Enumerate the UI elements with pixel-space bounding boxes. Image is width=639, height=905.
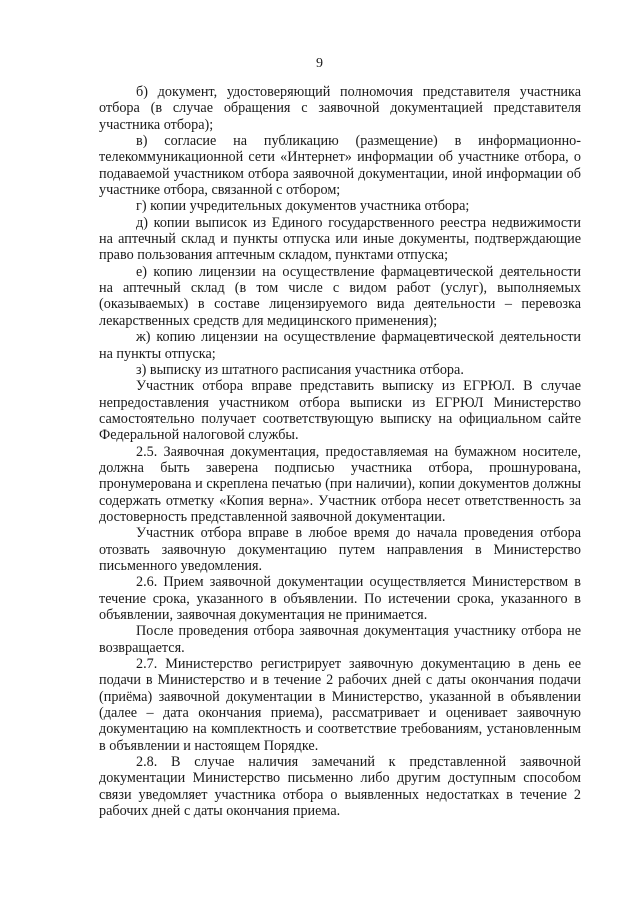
paragraph-z-staff-schedule: з) выписку из штатного расписания участника отбора. bbox=[136, 361, 464, 378]
paragraph-b-representative-document: б) документ, удостоверяющий полномочия представителя участника отбора (в случае обращения с заявочной документацией представителя участника отбора); bbox=[99, 84, 581, 133]
paragraph-not-returned: После проведения отбора заявочная документация участнику отбора не возвращается. bbox=[99, 623, 581, 656]
paragraph-2-7-registration: 2.7. Министерство регистрирует заявочную документацию в день ее подачи в Министерство и в течение 2 рабочих дней с даты окончания подачи (приёма) заявочной документации в Министерство, указанной в объявлении (далее – дата окончания приема), рассматривает и оценивает заявочную документацию на комплектность и соответствие требованиям, установленным в объявлении и настоящем Порядке. bbox=[99, 656, 581, 754]
paragraph-e-warehouse-license: е) копию лицензии на осуществление фармацевтической деятельности на аптечный склад (в том числе с видом работ (услуг), выполняемых (оказываемых) в составе лицензируемого вида деятельности – перевозка лекарственных средств для медицинского применения); bbox=[99, 263, 581, 329]
paragraph-v-publication-consent: в) согласие на публикацию (размещение) в информационно-телекоммуникационной сети «Интернет» информации об участнике отбора, о подаваемой участником отбора заявочной документации, иной информации об участнике отбора, связанной с отбором; bbox=[99, 133, 581, 199]
paragraph-zh-dispensing-license: ж) копию лицензии на осуществление фармацевтической деятельности на пункты отпуска; bbox=[99, 329, 581, 362]
paragraph-egrul-extract: Участник отбора вправе представить выписку из ЕГРЮЛ. В случае непредоставления участником отбора выписки из ЕГРЮЛ Министерство самостоятельно получает соответствующую выписку на официальном сайте Федеральной налоговой службы. bbox=[99, 378, 581, 444]
paragraph-2-8-remarks: 2.8. В случае наличия замечаний к представленной заявочной документации Министерство письменно либо другим доступным способом связи уведомляет участника отбора о выявленных недостатках в течение 2 рабочих дней с даты окончания приема. bbox=[99, 754, 581, 820]
paragraph-g-founding-documents: г) копии учредительных документов участника отбора; bbox=[136, 198, 470, 215]
paragraph-d-real-estate-extracts: д) копии выписок из Единого государственного реестра недвижимости на аптечный склад и пункты отпуска или иные документы, подтверждающие право пользования аптечным складом, пунктами отпуска; bbox=[99, 214, 581, 264]
page-number: 9 bbox=[316, 56, 323, 71]
paragraph-2-5-certification: 2.5. Заявочная документация, предоставляемая на бумажном носителе, должна быть заверена подписью участника отбора, прошнурована, пронумерована и скреплена печатью (при наличии), копии документов должны содержать отметку «Копия верна». Участник отбора несет ответственность за достоверность представленной заявочной документации. bbox=[99, 443, 581, 525]
paragraph-withdrawal: Участник отбора вправе в любое время до начала проведения отбора отозвать заявочную документацию путем направления в Министерство письменного уведомления. bbox=[99, 525, 581, 574]
paragraph-2-6-acceptance: 2.6. Прием заявочной документации осуществляется Министерством в течение срока, указанного в объявлении. По истечении срока, указанного в объявлении, заявочная документация не принимается. bbox=[99, 574, 581, 623]
document-body bbox=[99, 84, 581, 819]
